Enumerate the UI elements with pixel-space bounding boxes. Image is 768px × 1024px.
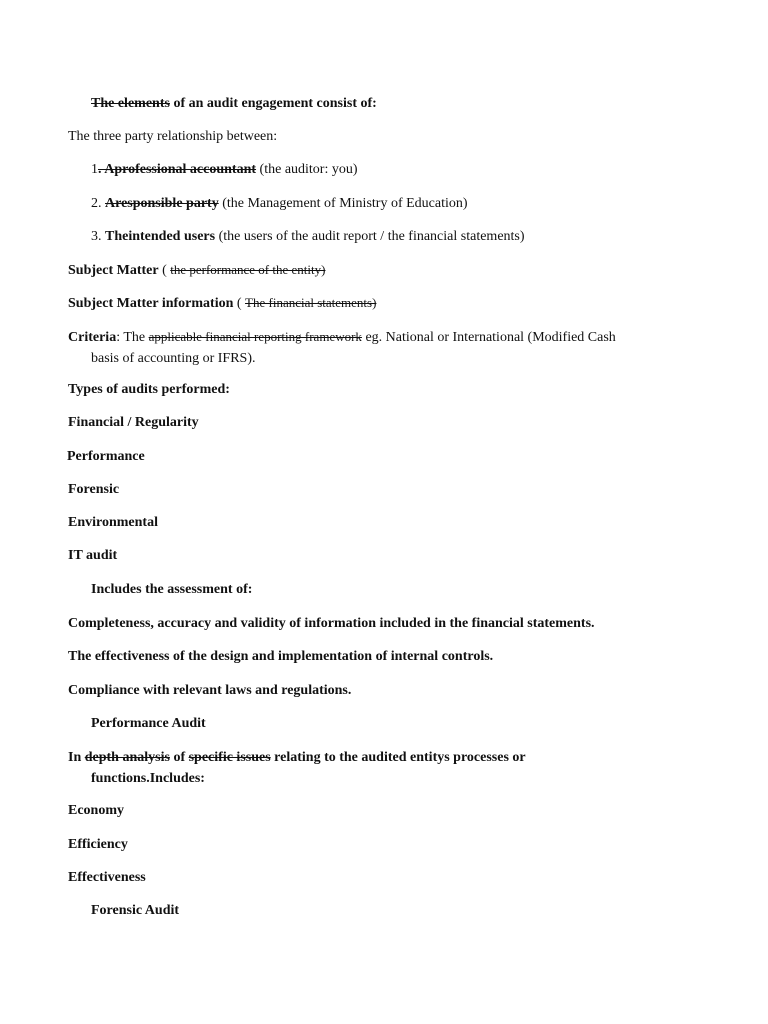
assessment-item: Compliance with relevant laws and regulations. [68, 683, 352, 698]
party-item-3-text: (the users of the audit report / the financial statements) [215, 229, 525, 244]
intro-line [91, 94, 377, 114]
subject-matter-info-line [68, 293, 376, 314]
party-item-1-struck: . Aprofessional accountant [98, 162, 257, 177]
subject-matter-struck: the performance of the entity) [170, 262, 326, 277]
party-item-2 [91, 194, 468, 214]
criteria-continuation: basis of accounting or IFRS). [91, 351, 256, 366]
performance-audit-heading: Performance Audit [91, 716, 206, 731]
party-item-3 [91, 227, 525, 247]
performance-criterion-item: Effectiveness [68, 870, 146, 885]
party-item-3-number: 3. [91, 229, 105, 244]
subject-matter-info-struck: The financial statements) [245, 295, 377, 310]
criteria-paragraph [68, 326, 708, 369]
criteria-label: Criteria [68, 330, 117, 345]
subject-matter-paren: ( [158, 263, 171, 278]
audit-type-item: Performance [67, 449, 145, 464]
subject-matter-line [68, 260, 325, 281]
in-depth-struck-2: specific issues [188, 750, 271, 765]
audit-type-item: IT audit [68, 548, 118, 563]
in-depth-mid: of [169, 750, 189, 765]
party-item-2-number: 2. [91, 196, 105, 211]
party-item-1 [91, 160, 358, 180]
in-depth-continuation: functions.Includes: [91, 771, 205, 786]
audit-type-item: Forensic [68, 482, 120, 497]
party-item-1-number: 1 [91, 162, 98, 177]
in-depth-paragraph [68, 747, 708, 789]
in-depth-pre: In [68, 750, 85, 765]
audit-type-item: Environmental [68, 515, 158, 530]
audit-type-item: Financial / Regularity [68, 415, 199, 430]
assessment-item: Completeness, accuracy and validity of information included in the financial statements. [68, 616, 595, 631]
subject-matter-label: Subject Matter [68, 263, 159, 278]
subject-matter-info-label: Subject Matter information [68, 296, 234, 311]
in-depth-struck-1: depth analysis [84, 750, 170, 765]
party-item-1-text: (the auditor: you) [256, 162, 358, 177]
performance-criterion-item: Economy [68, 803, 124, 818]
types-heading: Types of audits performed: [68, 382, 230, 397]
three-party-line: The three party relationship between: [68, 129, 278, 144]
party-item-3-bold: Theintended users [105, 229, 216, 244]
intro-text: of an audit engagement consist of: [169, 96, 377, 111]
subject-matter-info-paren: ( [233, 296, 246, 311]
forensic-audit-heading: Forensic Audit [91, 903, 180, 918]
party-item-2-text: (the Management of Ministry of Education) [218, 196, 468, 211]
criteria-struck: applicable financial reporting framework [148, 329, 362, 344]
intro-struck-text: The elements [91, 96, 170, 111]
in-depth-text: relating to the audited entitys processes or [270, 750, 526, 765]
performance-criterion-item: Efficiency [68, 837, 128, 852]
assessment-item: The effectiveness of the design and implementation of internal controls. [68, 649, 494, 664]
criteria-pre: : The [116, 330, 149, 345]
criteria-text: eg. National or International (Modified Cash [361, 330, 616, 345]
includes-heading: Includes the assessment of: [91, 582, 253, 597]
party-item-2-struck: Aresponsible party [105, 196, 219, 211]
